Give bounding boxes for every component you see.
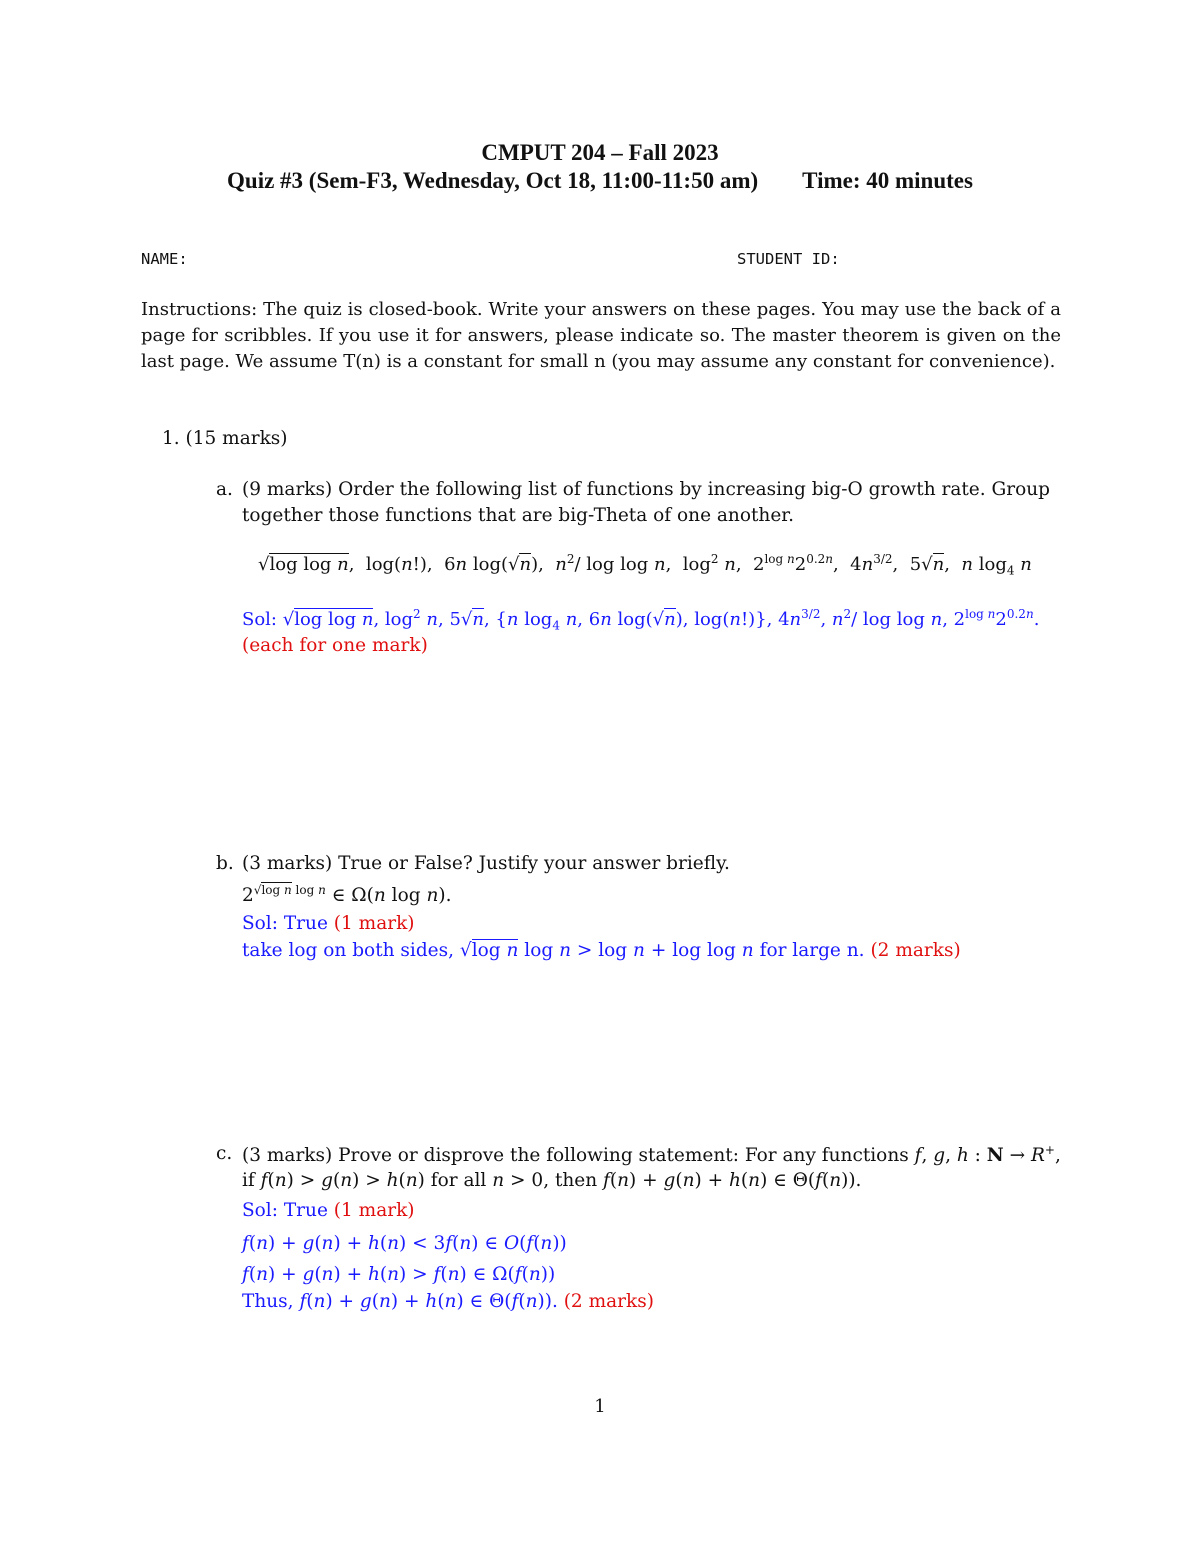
q1a-solution: Sol: √log log n, $\log^2 n$, 5√n, {n $\log_4 n$, 6n log(√n), log(n!)}, $4n^{3/2}$, $n^2/$ log log n, $2^{log n}2^{0.2n}$. (242, 607, 1040, 633)
q1b-statement: $2^{√log n log n}$ ∈ Ω(n log n). (242, 883, 452, 907)
name-label: NAME: (141, 250, 188, 268)
q1b-sol-mark: (1 mark) (333, 913, 415, 934)
q1a-text-line1: (9 marks) Order the following list of functions by increasing big-O growth rate. Group (242, 479, 1051, 500)
q1c-text-line2: if f(n) > g(n) > h(n) for all n > 0, then f(n) + g(n) + h(n) ∈ Θ(f(n)). (242, 1170, 862, 1191)
quiz-time: Time: 40 minutes (802, 168, 973, 193)
instructions: Instructions: The quiz is closed-book. Write your answers on these pages. You may use the back of a page for scribbles. If you use it for answers, please indicate so. The master theorem is given on the last page. We assume T(n) is a constant for small n (you may assume any constant for convenience). (141, 299, 1061, 372)
q1c-solution (242, 1200, 415, 1221)
q1b-justify-mark: (2 marks) (870, 940, 961, 961)
q1c-label: c. (216, 1143, 233, 1164)
question-1-header (162, 428, 288, 449)
q1c-text-line1: (3 marks) Prove or disprove the following statement: For any functions f, g, h : N → R+, (242, 1143, 1061, 1167)
quiz-info: Quiz #3 (Sem-F3, Wednesday, Oct 18, 11:00-11:50 am) (227, 168, 759, 193)
q1b-justify-prefix: take log on both sides, (242, 940, 455, 961)
q1c-thus: Thus, (242, 1291, 294, 1312)
q1a-label: a. (216, 479, 233, 500)
q1a-function-list: √log log n, log(n!), 6n log(√n), $n^2/$ log log n, $\log^2 n$, $2^{log n}2^{0.2n}$, $4n^{3/2}$, 5√n, n $\log_4 n$ (258, 552, 1032, 578)
course-title: CMPUT 204 – Fall 2023 (481, 140, 719, 165)
q1a-text-line2: together those functions that are big-Theta of one another. (242, 505, 794, 526)
q1c-conclusion: Thus, f(n) + g(n) + h(n) ∈ Θ(f(n)). (2 marks) (242, 1291, 654, 1312)
q1a-sol-label: Sol: (242, 609, 277, 630)
q1c-upper-bound: f(n) + g(n) + h(n) < 3f(n) ∈ O(f(n)) (242, 1233, 567, 1254)
q1-number: 1. (162, 428, 180, 449)
q1c-text-intro: (3 marks) Prove or disprove the following statement: For any functions (242, 1145, 909, 1167)
q1-marks: (15 marks) (185, 428, 288, 449)
page-number: 1 (594, 1396, 606, 1417)
q1c-sol: Sol: True (242, 1200, 328, 1221)
q1a-marking: (each for one mark) (242, 635, 428, 656)
q1b-justification: take log on both sides, √log n log n > log n + log log n for large n. (2 marks) (242, 940, 961, 961)
q1b-label: b. (216, 853, 234, 874)
q1b-text: (3 marks) True or False? Justify your answer briefly. (242, 853, 730, 874)
quiz-title (0, 168, 1200, 194)
q1b-sol: Sol: True (242, 913, 328, 934)
q1c-sol-mark: (1 mark) (333, 1200, 415, 1221)
q1c-lower-bound: f(n) + g(n) + h(n) > f(n) ∈ Ω(f(n)) (242, 1264, 556, 1285)
q1b-justify-suffix: for large n. (759, 940, 865, 961)
student-id-label: STUDENT ID: (737, 250, 840, 268)
q1c-final-mark: (2 marks) (563, 1291, 654, 1312)
q1b-solution (242, 913, 415, 934)
